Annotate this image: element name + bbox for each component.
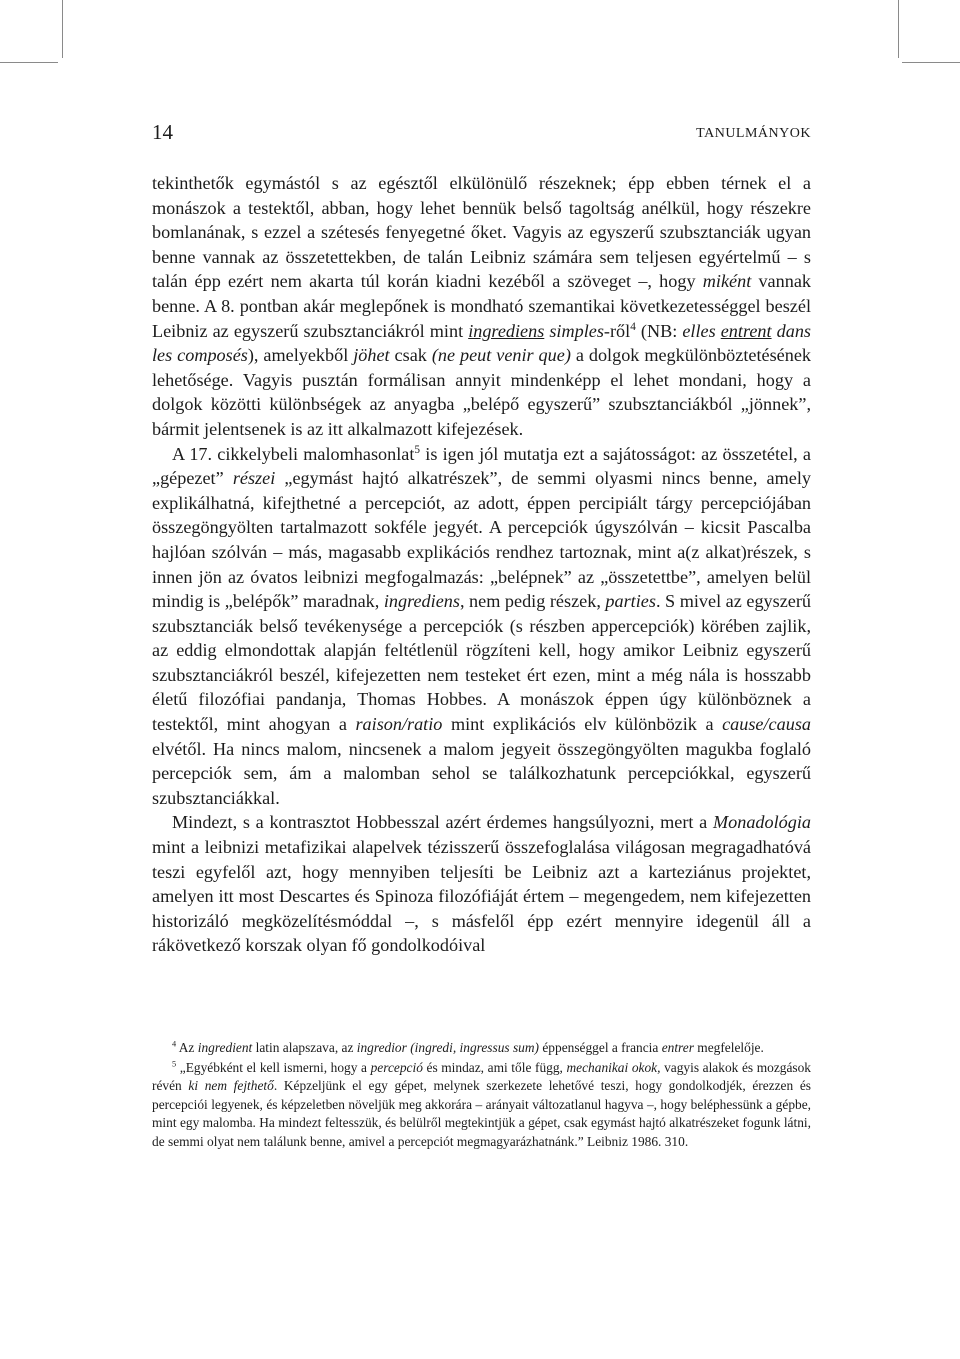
text-run: . Képzeljünk el egy gépet, melynek szerkezete lehetővé teszi, hogy gondolkodjék, érezzen és percepciói legyenek, és képzeletben növeljük meg akkorára – arányait változatlanul hagyva –, hogy beléphessünk a gépbe, mint egy malomba. Ha mindezt feltesszük, és belülről megtekintjük a gépet, csak egymást hajtó alkatrészeket fogunk látni, de semmi olyat nem találunk benne, amivel a percepciót megmagyarázhatnánk.” Leibniz 1986. 310. [152,1078,811,1149]
text-run: „Egyébként el kell ismerni, hogy a [176,1059,371,1075]
text-run: vagyis alakok és mozgások révén [152,1059,811,1094]
crop-mark [0,62,58,63]
text-run: , nem pedig részek, [459,591,606,612]
text-run: mint a leibnizi metafizikai alapelvek tézisszerű összefoglalása világosan megragadhatóvá teszi egyfelől azt, hogy mennyiben teljesíti be Leibniz azt a karteziánus projektet, amelyen itt most Descartes és Spinoza filozófiáját értem – megengedem, nem kifejezetten historizáló megközelítésmóddal –, s másfelől épp ezért mennyire idegenül áll a rákövetkező korszak olyan fő gondolkodóival [152,837,811,956]
crop-mark [898,0,899,58]
body-text [152,171,811,958]
text-run: A 17. cikkelybeli malomhasonlat [172,443,415,464]
footnote [152,1059,811,1152]
italic-text: jöhet [353,345,390,366]
text-run: latin alapszava, az [252,1040,357,1055]
text-run: a dolgok megkülönböztetésének lehetősége. Vagyis pusztán formálisan annyit mindenképp el lehet mondani, hogy a dolgok közötti különbségek az anyagba „belépő egyszerű” szubsztanciákból „jönnek”, bármit jelentsenek is az itt alkalmazott kifejezések. [152,345,811,439]
text-run: megfelelője. [693,1040,764,1055]
italic-text: simples [549,320,604,341]
text-run: Mindezt, s a kontrasztot Hobbesszal azért érdemes hangsúlyozni, mert a [172,812,713,833]
footnote-number: 4 [172,1039,177,1049]
italic-text: (ne peut venir que) [431,345,571,366]
italic-text: miként [702,271,752,292]
text-run: elvétől. Ha nincs malom, nincsenek a malom jegyeit összegöngyölten magukba foglaló percepciók sem, ám a malomban sehol se találkozhatunk percepciókkal, egyszerű szubsztanciákkal. [152,738,811,808]
italic-text: raison/ratio [355,714,443,735]
footnote-ref[interactable]: 5 [414,443,421,456]
italic-text: részei [232,468,276,489]
text-run: (NB: [635,320,683,341]
text-run: mint explikációs elv különbözik a [442,714,723,735]
text-run: . S mivel az egyszerű szubsztanciák belső tevékenysége a percepciók (s részben appercepciók) körében zajlik, az eddig elmondottak alapján feltétlenül rögzíteni kell, hogy amikor Leibniz egyszerű szubsztanciákról beszél, kifejezetten nem testeket ért ezen, mint a még nála is hosszabb életű filozófiai pandanja, Thomas Hobbes. A monászok éppen úgy különböznek a testektől, mint ahogyan a [152,591,812,735]
text-run: vannak benne. A 8. pontban akár meglepőnek is mondható szemantikai következetességgel beszél Leibniz az egyszerű szubsztanciákról mint [152,271,811,341]
text-run: Az [176,1040,198,1055]
italic-text: dans les composés [152,320,811,366]
page-number: 14 [152,120,173,144]
italic-text: ingredior (ingredi, ingressus sum) [356,1040,540,1055]
footnote [152,1039,811,1058]
text-run: és mindaz, ami tőle függ, [422,1059,567,1075]
italic-text: Monadológia [712,812,811,833]
italic-text: percepció [370,1059,423,1075]
italic-text: ki nem fejthető [188,1078,274,1094]
text-run: ), amelyekből [247,345,354,366]
italic-text: entrer [661,1040,694,1055]
crop-mark [62,0,63,58]
text-run: tekinthetők egymástól s az egésztől elkülönülő részeknek; épp ebben térnek el a monászok a testektől, abban, hogy lehet bennük belső tagoltság anélkül, hogy részekre bomlanának, s ezzel a szétesés fenyegetné őket. Vagyis az egyszerű szubsztanciák ugyan benne vannak az összetettekben, de talán Leibniz számára sem teljesen egyértelmű – s talán épp ezért nem akarta túl korán kiadni kezéből a szöveget –, hogy [152,173,811,292]
italic-text: mechanikai okok, [566,1059,661,1075]
paragraph [152,810,811,958]
text-run: „egymást hajtó alkatrészek”, de semmi olyasmi nincs benne, amely explikálhatná, kifejthetné a percepciót, az adott, éppen percipiált tárgy percepciójában összegöngyölten tartalmazott sokféle jegyét. A percepciók úgyszólván – kicsit Pascalba hajlóan szólván – más, magasabb explikációs rendhez tartoznak, mint a(z alkat)részek, s innen jön az óvatos leibnizi megfogalmazás: „belépnek” az „összetettbe”, amelyen belül mindig is „belépők” maradnak, [152,468,811,612]
text-run: éppenséggel a francia [539,1040,662,1055]
text-run: is igen jól mutatja ezt a sajátosságot: az összetétel, a „gépezet” [152,443,811,489]
text-run: csak [389,345,432,366]
italic-text: elles [682,320,716,341]
footnote-number: 5 [172,1059,177,1069]
crop-mark [902,62,960,63]
paragraph [152,442,811,811]
footnotes [152,1039,811,1153]
italic-text: parties [605,591,656,612]
page-header [152,120,811,150]
running-head: TANULMÁNYOK [696,126,811,141]
footnote-ref[interactable]: 4 [630,320,636,333]
text-run: -ről [603,320,631,341]
paragraph [152,171,811,442]
italic-text: ingrediens [468,320,545,341]
italic-text: cause/causa [722,714,811,735]
italic-text: ingrediens [383,591,460,612]
italic-text: entrent [720,320,772,341]
italic-text: ingredient [197,1040,253,1055]
